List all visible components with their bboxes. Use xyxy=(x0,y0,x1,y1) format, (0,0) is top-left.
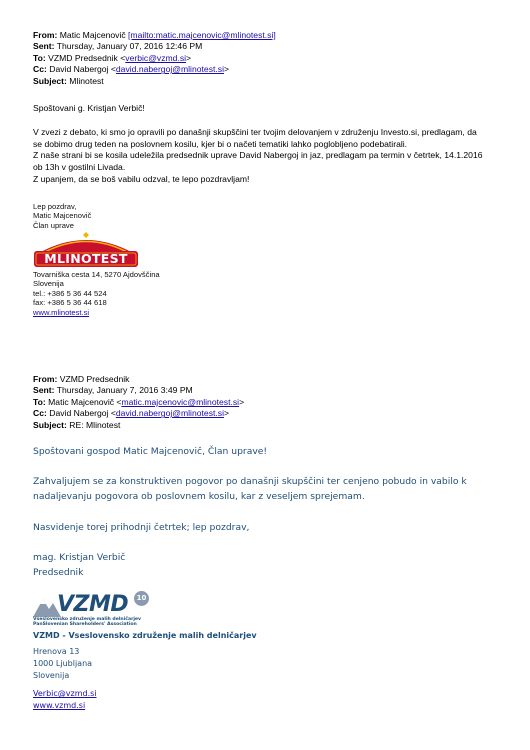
cc-close: > xyxy=(223,408,230,419)
sent-label: Sent: xyxy=(33,41,55,52)
email1-address xyxy=(33,270,160,317)
subject-label: Subject: xyxy=(33,75,67,86)
reply-signature-line: mag. Kristjan Verbič xyxy=(33,551,126,563)
email1-sent-row xyxy=(33,41,276,52)
address-line: tel.: +386 5 36 44 524 xyxy=(33,288,107,298)
reply-line: nadaljevanju pogovora ob poslovnem kosilu, kar z veseljem sprejemam. xyxy=(33,491,365,503)
address-line: Hrenova 13 xyxy=(33,647,80,656)
signature-line: Lep pozdrav, xyxy=(33,202,77,211)
email2-header xyxy=(33,374,244,431)
vzmd-badge xyxy=(134,591,149,606)
vzmd-badge-text: 10 xyxy=(136,594,147,602)
email1-from-row xyxy=(33,30,276,41)
to-email-link[interactable]: matic.majcenovic@mlinotest.si xyxy=(121,396,240,407)
to-label: To: xyxy=(33,396,46,407)
signature-line: Matic Majcenovič xyxy=(33,211,92,221)
reply-line: Zahvaljujem se za konstruktiven pogovor po današnji skupščini ter cenjeno pobudo in vabilo k xyxy=(33,476,467,488)
email2-cc-row xyxy=(33,408,244,419)
to-label: To: xyxy=(33,52,46,63)
email2-body xyxy=(33,444,467,580)
email1-subject-row xyxy=(33,76,276,87)
to-close: > xyxy=(186,52,192,63)
mlinotest-logo xyxy=(31,231,141,269)
body-line: V zvezi z debato, ki smo jo opravili po današnji skupščini ter tvojim delovanjem v združenju Investo.si, predlagam, da xyxy=(33,127,477,137)
email1-cc-row xyxy=(33,64,276,75)
subject-value: RE: Mlinotest xyxy=(69,419,121,430)
reply-greeting: Spoštovani gospod Matic Majcenovič, Član uprave! xyxy=(33,446,268,457)
to-close: > xyxy=(239,396,245,407)
from-value: VZMD Predsednik xyxy=(59,374,130,384)
vzmd-logo xyxy=(31,591,156,629)
cc-close: > xyxy=(223,64,230,75)
cc-label: Cc: xyxy=(33,408,47,419)
body-line: ob 13h v gostilni Livada. xyxy=(33,161,126,172)
from-label: From: xyxy=(33,374,58,384)
address-line: Tovarniška cesta 14, 5270 Ajdovščina xyxy=(33,270,160,279)
address-line: 1000 Ljubljana xyxy=(33,659,93,668)
sent-value: Thursday, January 7, 2016 3:49 PM xyxy=(56,385,193,396)
body-line: se dobimo drug teden na poslovnem kosilu, kjer bi o načeti tematiki lahko poglobljeno podebatirali. xyxy=(33,138,408,149)
email1-signature xyxy=(33,202,91,230)
cc-email-link[interactable]: david.nabergoj@mlinotest.si xyxy=(115,408,224,419)
cc-name: David Nabergoj < xyxy=(49,64,116,75)
vzmd-links xyxy=(33,688,97,712)
email1-header xyxy=(33,30,276,87)
sent-value: Thursday, January 07, 2016 12:46 PM xyxy=(56,41,203,52)
mlinotest-website-link[interactable]: www.mlinotest.si xyxy=(33,307,90,317)
subject-label: Subject: xyxy=(33,419,67,430)
body-line: Z upanjem, da se boš vabilu odzval, te lepo pozdravljam! xyxy=(33,174,250,185)
from-mailto-link[interactable]: [mailto:matic.majcenovic@mlinotest.si] xyxy=(128,30,276,40)
address-line: fax: +386 5 36 44 618 xyxy=(33,298,107,308)
from-name: Matic Majcenovič xyxy=(59,30,126,40)
email2-sent-row xyxy=(33,385,244,396)
from-label: From: xyxy=(33,30,58,40)
signature-line: Član uprave xyxy=(33,220,74,230)
email1-body xyxy=(33,127,483,186)
email2-to-row xyxy=(33,397,244,408)
vzmd-email-link[interactable]: Verbic@vzmd.si xyxy=(33,689,97,698)
reply-closing: Nasvidenje torej prihodnji četrtek; lep pozdrav, xyxy=(33,521,250,533)
cc-label: Cc: xyxy=(33,64,47,75)
subject-value: Mlinotest xyxy=(69,75,104,86)
mlinotest-logo-text: MLINOTEST xyxy=(44,251,128,266)
vzmd-website-link[interactable]: www.vzmd.si xyxy=(33,701,86,710)
vzmd-org-name: VZMD - Vseslovensko združenje malih delničarjev xyxy=(33,631,257,640)
reply-signature-line: Predsednik xyxy=(33,567,84,579)
email1-greeting: Spoštovani g. Kristjan Verbič! xyxy=(33,103,145,113)
cc-email-link[interactable]: david.nabergoj@mlinotest.si xyxy=(115,64,224,75)
to-name: Matic Majcenovič < xyxy=(48,396,122,407)
email1-to-row xyxy=(33,53,276,64)
vzmd-logo-text: VZMD xyxy=(57,592,129,617)
vzmd-address xyxy=(33,646,92,682)
vzmd-logo-sub1: Vseslovensko združenje malih delničarjev xyxy=(33,617,142,622)
email2-subject-row xyxy=(33,420,244,431)
body-line: Z naše strani bi se kosila udeležila predsednik uprave David Nabergoj in jaz, predlagam pa termin v četrtek, 14.1.2016 xyxy=(33,150,483,161)
to-email-link[interactable]: verbic@vzmd.si xyxy=(125,52,187,63)
address-line: Slovenija xyxy=(33,279,64,289)
address-line: Slovenija xyxy=(33,671,70,680)
email2-from-row xyxy=(33,374,244,385)
cc-name: David Nabergoj < xyxy=(49,408,116,419)
to-name: VZMD Predsednik < xyxy=(48,52,126,63)
sent-label: Sent: xyxy=(33,385,55,396)
vzmd-logo-sub2: PanSlovenian Shareholders' Association xyxy=(33,622,137,627)
